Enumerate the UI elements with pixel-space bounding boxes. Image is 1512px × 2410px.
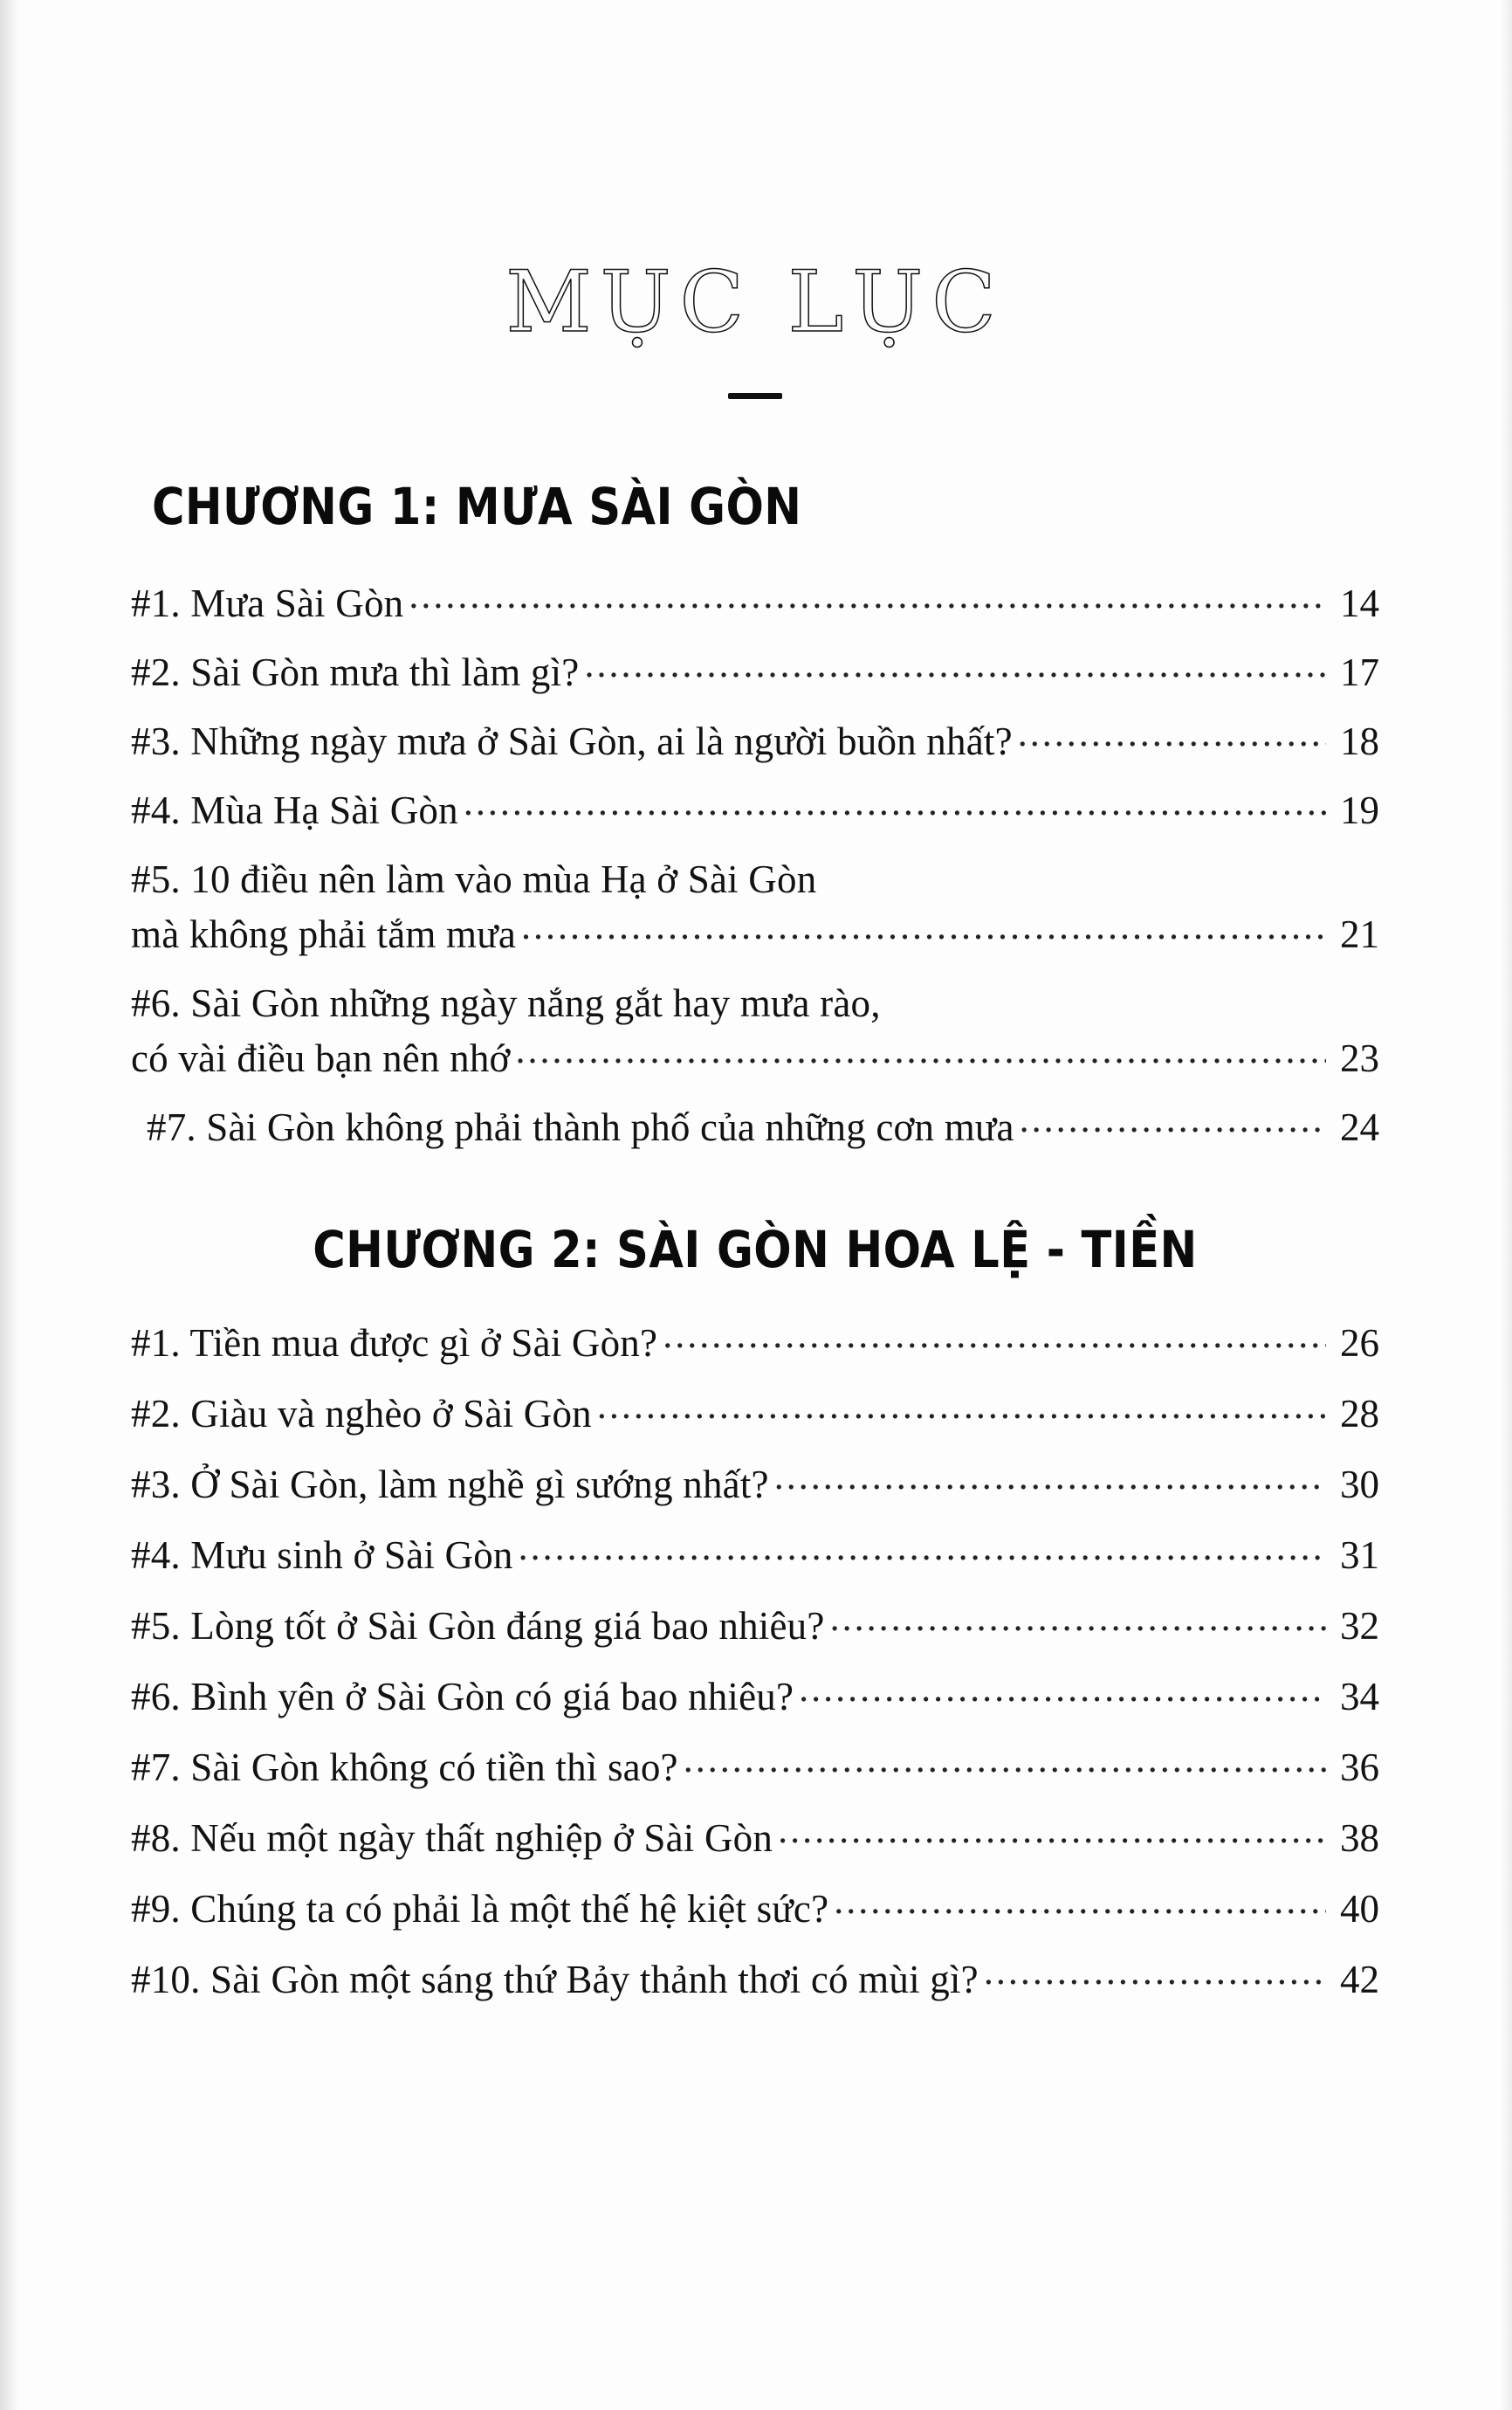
toc-entry[interactable] [131, 1600, 1379, 1646]
chapter-section-1 [131, 479, 1379, 1147]
toc-entry-page: 19 [1340, 788, 1379, 832]
leader-dots [778, 1812, 1326, 1851]
leader-dots [821, 853, 1374, 892]
toc-entry-label: #10. Sài Gòn một sáng thứ Bảy thảnh thơi có mùi gì? [131, 1957, 979, 2001]
toc-entry-page: 17 [1340, 650, 1379, 694]
toc-entry[interactable] [131, 646, 1379, 692]
toc-entry-page: 18 [1340, 719, 1379, 763]
chapter-section-2 [131, 1219, 1379, 2001]
toc-entry[interactable] [131, 1529, 1379, 1575]
leader-dots [1018, 715, 1326, 754]
toc-entry-label: #2. Sài Gòn mưa thì làm gì? [131, 650, 580, 694]
toc-entry-label: #4. Mùa Hạ Sài Gòn [131, 788, 458, 832]
toc-entry-page: 28 [1340, 1391, 1379, 1436]
chapter-heading-1: CHƯƠNG 1: MƯA SÀI GÒN [152, 477, 802, 536]
toc-entry-page: 34 [1340, 1674, 1379, 1718]
toc-entries-1 [131, 577, 1379, 1147]
toc-entry-label: #1. Mưa Sài Gòn [131, 581, 404, 625]
toc-entry[interactable] [131, 1812, 1379, 1858]
toc-entry-label: #3. Những ngày mưa ở Sài Gòn, ai là người buồn nhất? [131, 719, 1013, 763]
leader-dots [984, 1953, 1326, 1993]
toc-entry[interactable] [131, 1458, 1379, 1505]
toc-entry[interactable] [131, 1953, 1379, 2000]
toc-entry-page: 40 [1340, 1886, 1379, 1931]
toc-entry[interactable] [131, 1741, 1379, 1787]
toc-entry-page: 23 [1340, 1036, 1379, 1080]
toc-entry-label: #7. Sài Gòn không có tiền thì sao? [131, 1745, 678, 1789]
toc-entry-label: #2. Giàu và nghèo ở Sài Gòn [131, 1391, 592, 1436]
toc-entry-continuation[interactable] [131, 1032, 1379, 1078]
leader-dots [834, 1883, 1326, 1922]
toc-entry[interactable] [131, 1317, 1379, 1363]
toc-entry-page: 31 [1340, 1532, 1379, 1577]
toc-entry-page: 32 [1340, 1603, 1379, 1648]
toc-entry-page: 30 [1340, 1462, 1379, 1506]
toc-entry-label: #3. Ở Sài Gòn, làm nghề gì sướng nhất? [131, 1462, 769, 1506]
toc-entry-page: 14 [1340, 581, 1379, 625]
toc-entry-label: #8. Nếu một ngày thất nghiệp ở Sài Gòn [131, 1815, 773, 1860]
toc-entry-page: 38 [1340, 1815, 1379, 1860]
toc-entry[interactable] [131, 977, 1379, 1023]
leader-dots [799, 1670, 1326, 1710]
leader-dots [597, 1387, 1326, 1427]
toc-entry-label-line2: có vài điều bạn nên nhớ [131, 1036, 511, 1080]
toc-entry[interactable] [131, 1387, 1379, 1434]
page-content [131, 0, 1379, 2410]
toc-entry-label: #9. Chúng ta có phải là một thế hệ kiệt sức? [131, 1886, 829, 1931]
toc-entry[interactable] [131, 1883, 1379, 1929]
leader-dots [521, 908, 1326, 947]
leader-dots [519, 1529, 1326, 1568]
toc-entry-label: #1. Tiền mua được gì ở Sài Gòn? [131, 1320, 658, 1365]
chapter-heading-2: CHƯƠNG 2: SÀI GÒN HOA LỆ - TIỀN [313, 1219, 1198, 1279]
toc-entry[interactable] [131, 853, 1379, 899]
toc-entry-page: 21 [1340, 912, 1379, 956]
toc-entry-page: 42 [1340, 1957, 1379, 2001]
leader-dots [409, 577, 1326, 616]
leader-dots [684, 1741, 1326, 1780]
leader-dots [1020, 1101, 1326, 1140]
toc-entry-label-line2: mà không phải tắm mưa [131, 912, 516, 956]
toc-entry-label: #4. Mưu sinh ở Sài Gòn [131, 1532, 513, 1577]
title-divider [728, 393, 782, 399]
leader-dots [516, 1032, 1326, 1071]
toc-entry-label: #5. 10 điều nên làm vào mùa Hạ ở Sài Gòn [131, 857, 817, 901]
toc-entries-2 [131, 1317, 1379, 2000]
leader-dots [663, 1317, 1326, 1356]
toc-entry-page: 24 [1340, 1105, 1379, 1149]
toc-entry-label: #5. Lòng tốt ở Sài Gòn đáng giá bao nhiêu? [131, 1603, 825, 1648]
toc-entry[interactable] [131, 784, 1379, 830]
toc-entry-label: #7. Sài Gòn không phải thành phố của những cơn mưa [147, 1105, 1014, 1149]
leader-dots [886, 977, 1374, 1016]
toc-entry-continuation[interactable] [131, 908, 1379, 954]
toc-entry-label: #6. Bình yên ở Sài Gòn có giá bao nhiêu? [131, 1674, 794, 1718]
toc-entry-page: 36 [1340, 1745, 1379, 1789]
toc-entry[interactable] [131, 577, 1379, 623]
page-title: MỤC LỤC [505, 253, 1005, 351]
leader-dots [830, 1600, 1326, 1639]
toc-entry-label: #6. Sài Gòn những ngày nắng gắt hay mưa rào, [131, 981, 881, 1025]
toc-entry[interactable] [131, 715, 1379, 761]
leader-dots [584, 646, 1326, 685]
toc-entry[interactable] [131, 1670, 1379, 1717]
leader-dots [464, 784, 1326, 823]
toc-entry-page: 26 [1340, 1320, 1379, 1365]
toc-entry[interactable] [131, 1101, 1379, 1147]
leader-dots [774, 1458, 1326, 1498]
